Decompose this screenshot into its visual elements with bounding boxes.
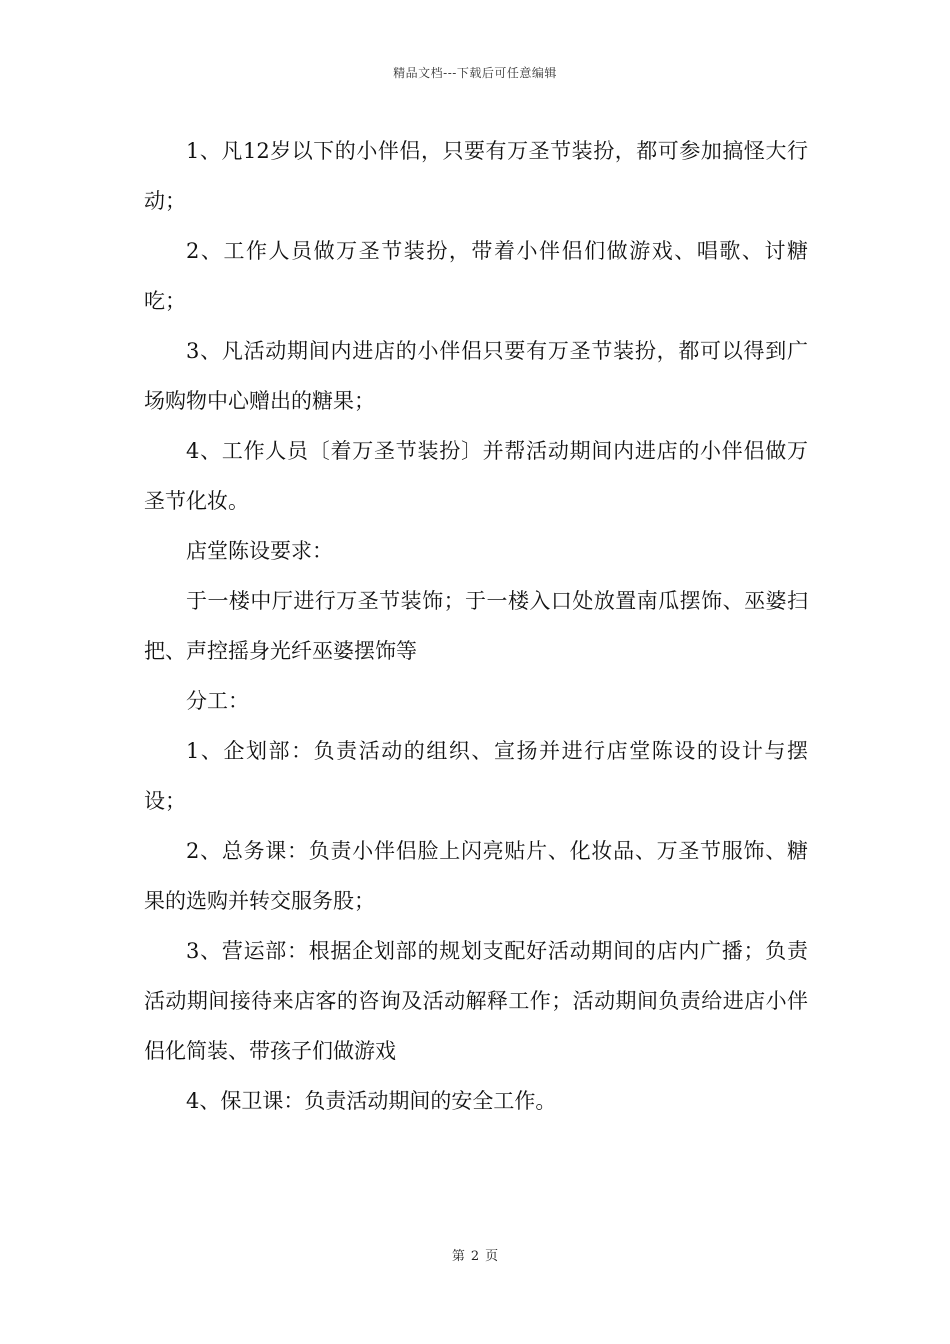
paragraph: 3、营运部：根据企划部的规划支配好活动期间的店内广播；负责活动期间接待来店客的咨询及活动解释工作；活动期间负责给进店小伴侣化简装、带孩子们做游戏 [144, 939, 808, 1063]
paragraph: 2、总务课：负责小伴侣脸上闪亮贴片、化妆品、万圣节服饰、糖果的选购并转交服务股； [144, 839, 808, 913]
paragraph: 2、工作人员做万圣节装扮，带着小伴侣们做游戏、唱歌、讨糖吃； [144, 239, 808, 313]
page-footer [0, 1245, 950, 1264]
section-heading: 分工： [186, 689, 249, 713]
page-number: 2 [470, 1249, 480, 1264]
page-suffix: 页 [485, 1249, 499, 1264]
page-header: 精品文档---下载后可任意编辑 [393, 66, 557, 80]
paragraph: 于一楼中厅进行万圣节装饰；于一楼入口处放置南瓜摆饰、巫婆扫把、声控摇身光纤巫婆摆饰等 [144, 589, 808, 663]
paragraph: 4、工作人员〔着万圣节装扮〕并帮活动期间内进店的小伴侣做万圣节化妆。 [144, 439, 808, 513]
paragraph: 1、凡12岁以下的小伴侣，只要有万圣节装扮，都可参加搞怪大行动； [144, 139, 808, 213]
page-prefix: 第 [451, 1249, 465, 1264]
paragraph: 1、企划部：负责活动的组织、宣扬并进行店堂陈设的设计与摆设； [144, 739, 808, 813]
section-heading: 店堂陈设要求： [186, 539, 333, 563]
paragraph: 3、凡活动期间内进店的小伴侣只要有万圣节装扮，都可以得到广场购物中心赠出的糖果； [144, 339, 808, 413]
paragraph: 4、保卫课：负责活动期间的安全工作。 [186, 1089, 557, 1113]
document-body [144, 126, 808, 1126]
